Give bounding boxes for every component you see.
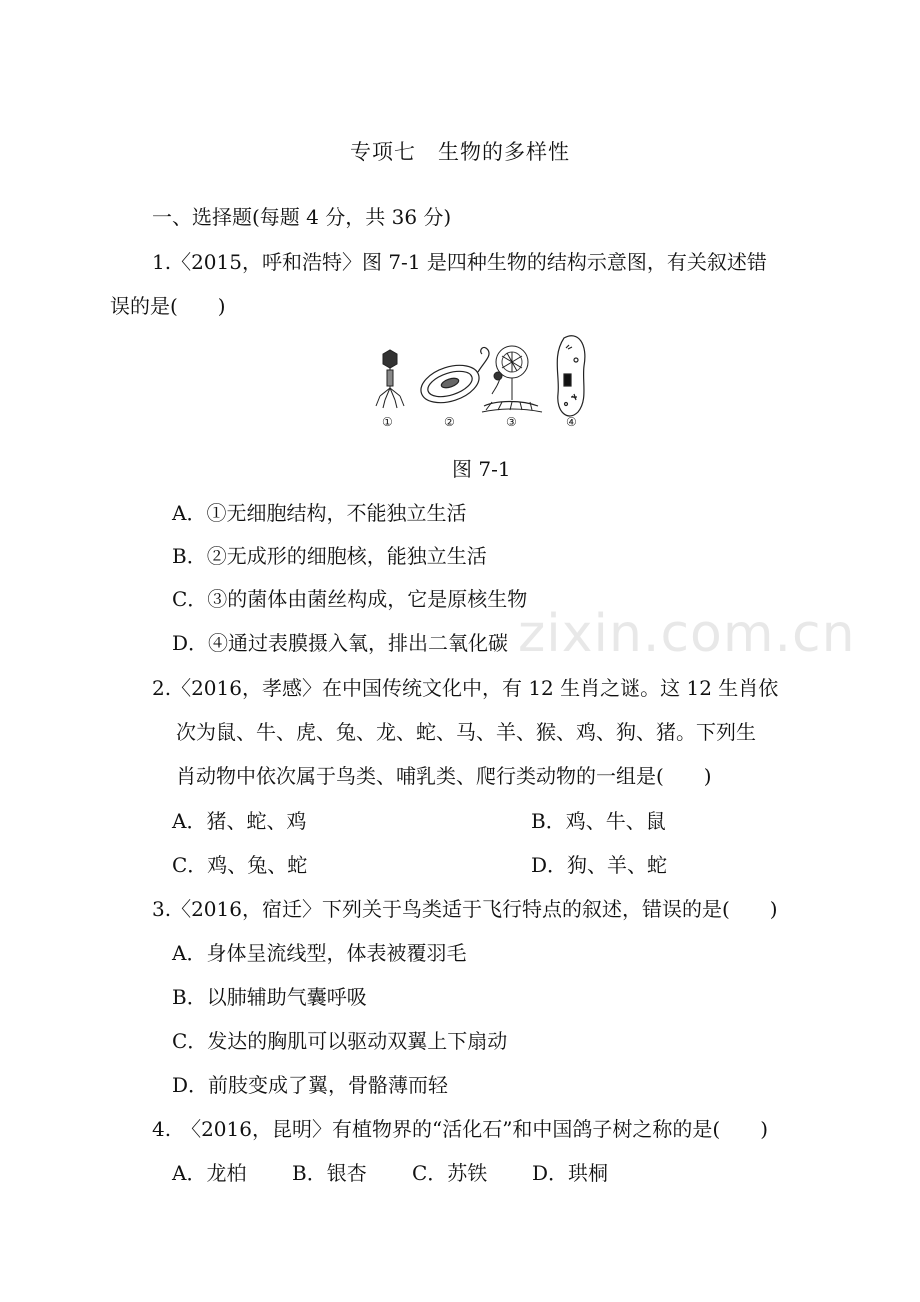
question-2-stem-cont-2: 肖动物中依次属于鸟类、哺乳类、爬行类动物的一组是( ) <box>176 764 712 788</box>
question-2-option-c: C．鸡、兔、蛇 <box>172 853 308 877</box>
bacterium-drawing <box>416 347 489 409</box>
question-2-stem-cont-1: 次为鼠、牛、虎、兔、龙、蛇、马、羊、猴、鸡、狗、猪。下列生 <box>176 720 756 744</box>
question-1-option-c: C．③的菌体由菌丝构成，它是原核生物 <box>172 587 528 611</box>
question-4-option-b: B．银杏 <box>292 1161 367 1185</box>
figure-label-3: ③ <box>506 415 517 429</box>
figure-label-4: ④ <box>566 415 577 429</box>
virus-drawing <box>376 350 404 408</box>
figure-caption: 图 7-1 <box>452 457 511 481</box>
question-1-option-a: A．①无细胞结构，不能独立生活 <box>172 501 467 525</box>
question-4-option-c: C．苏铁 <box>412 1161 488 1185</box>
question-4-stem: 4. 〈2016，昆明〉有植物界的“活化石”和中国鸽子树之称的是( ) <box>152 1117 769 1141</box>
section-heading: 一、选择题(每题 4 分，共 36 分) <box>152 205 452 229</box>
fungus-drawing <box>482 346 542 412</box>
figure-7-1 <box>352 326 612 430</box>
question-1-stem-cont: 误的是( ) <box>110 294 226 318</box>
question-4-option-d: D．珙桐 <box>532 1161 609 1185</box>
question-4-options <box>172 1157 608 1186</box>
question-2-stem: 2.〈2016，孝感〉在中国传统文化中，有 12 生肖之谜。这 12 生肖依 <box>152 676 779 700</box>
watermark: zixin.com.cn <box>518 604 856 664</box>
question-2-option-d: D．狗、羊、蛇 <box>531 853 668 877</box>
page-title: 专项七 生物的多样性 <box>350 140 570 164</box>
question-3-option-c: C．发达的胸肌可以驱动双翼上下扇动 <box>172 1029 508 1053</box>
question-4-option-a: A．龙柏 <box>172 1161 247 1185</box>
figure-label-2: ② <box>444 415 455 429</box>
question-1-stem: 1.〈2015，呼和浩特〉图 7-1 是四种生物的结构示意图，有关叙述错 <box>152 250 767 274</box>
question-2-option-b: B．鸡、牛、鼠 <box>531 809 666 833</box>
question-2-option-a: A．猪、蛇、鸡 <box>172 809 307 833</box>
question-3-stem: 3.〈2016，宿迁〉下列关于鸟类适于飞行特点的叙述，错误的是( ) <box>152 897 778 921</box>
question-3-option-b: B．以肺辅助气囊呼吸 <box>172 985 367 1009</box>
question-1-option-b: B．②无成形的细胞核，能独立生活 <box>172 544 487 568</box>
paramecium-drawing <box>557 336 585 416</box>
figure-label-1: ① <box>382 415 393 429</box>
question-3-option-d: D．前肢变成了翼，骨骼薄而轻 <box>172 1073 449 1097</box>
question-3-option-a: A．身体呈流线型，体表被覆羽毛 <box>172 941 467 965</box>
question-1-option-d: D．④通过表膜摄入氧，排出二氧化碳 <box>172 631 509 655</box>
